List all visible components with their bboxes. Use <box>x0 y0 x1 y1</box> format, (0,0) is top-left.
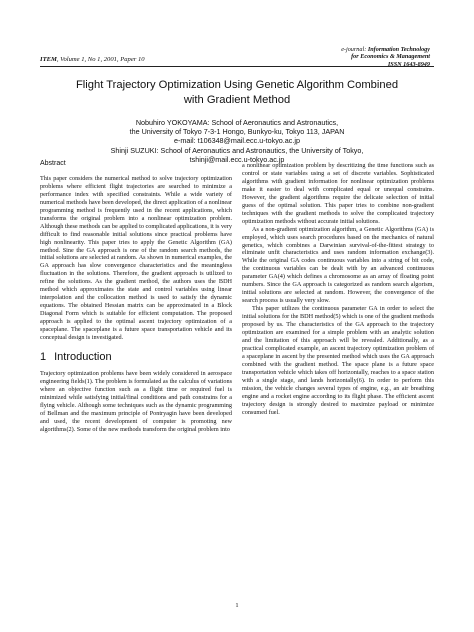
right-column <box>242 162 434 417</box>
right-paragraph-3: This paper utilizes the continuous parameter GA in order to select the initial solutions for the BDH method(5) which is one of the gradient methods proposed by us. The characteristics of the GA approach to the trajectory optimization are examined for a simple problem with an analytic solution and the limitation of this approach will be revealed. Additionally, as a practical complicated example, an ascent trajectory optimization problem of a spaceplane in ascent by the presented method which uses the GA approach combined with the gradient method. The space plane is a future space transportation vehicle which takes off horizontally, reaches to a space station with a single stage, and lands horizontally(6). In order to perform this mission, the vehicle changes several types of engine, e.g., an air breathing engine and a rocket engine according to its flight phase. The efficient ascent trajectory design is strongly desired to maximize payload or minimize consumed fuel. <box>242 305 434 416</box>
intro-paragraph: Trajectory optimization problems have been widely considered in aerospace engineering fields(1). The problem is formulated as the calculus of variations where an objective function such as a flight time or required fuel is minimized while satisfying initial/final conditions and path constrains for a flying vehicle. Although some techniques such as the dynamic programming of Bellman and the maximum principle of Pontryagin have been developed and used, the recent development of computer is promoting new algorithms(2). Some of the new methods transform the original problem into <box>40 369 232 433</box>
journal-name-line1: Information Technology <box>367 46 430 53</box>
author-line-4: Shinji SUZUKI: School of Aeronautics and Astronautics, the University of Tokyo, <box>110 145 364 155</box>
journal-name-line2: for Economics & Management <box>351 53 430 61</box>
abstract-text: This paper considers the numerical method to solve trajectory optimization problems where efficient flight trajectories are searched to minimize a performance index with specified constraints. While a wide variety of numerical methods have been developed, the direct application of a nonlinear programming method is frequently used in the recent applications, which transforms the original problem into a nonlinear optimization problem. Although these methods can be applied to complicated applications, it is very difficult to find reasonable initial solutions since practical problems have high nonlinearity. This paper tries to apply the Genetic Algorithm (GA) method. Sine the GA approach is one of the random search methods, the initial solutions are selected at random. As shown in numerical examples, the GA approach has slow convergence characteristics and the meaningless fluctuation in the solutions. Therefore, the gradient approach is utilized to refine the solutions. As the gradient method, the authors uses the BDH method which approximates the state and control variables using linear interpolation and the collocation method is used to satisfy the dynamic equations. The obtained Hessian matrix can be approximated in a Block Diagonal Form which is suitable for efficient computation. The proposed approach is applied to the optimal ascent trajectory optimization of a spaceplane. The spaceplane is a future space transportation vehicle and its conceptual design is investigated. <box>40 174 232 342</box>
issue-line <box>40 56 145 63</box>
section-heading-introduction <box>40 350 232 363</box>
author-line-5: tshinji@mail.ecc.u-tokyo.ac.jp <box>189 154 285 164</box>
section-title: Introduction <box>54 350 112 363</box>
journal-type: e-journal <box>341 46 365 53</box>
author-line-3: e-mail: t106348@mail.ecc.u-tokyo.ac.jp <box>174 136 300 146</box>
author-line-1: Nobuhiro YOKOYAMA: School of Aeronautics and Astronautics, <box>135 118 339 127</box>
title-line-1: Flight Trajectory Optimization Using Genetic Algorithm Combined <box>75 79 399 91</box>
left-column <box>40 160 232 434</box>
author-line-2: the University of Tokyo 7-3-1 Hongo, Bunkyo-ku, Tokyo 113, JAPAN <box>129 127 345 137</box>
issue-name: ITEM <box>40 56 57 63</box>
paper-title <box>40 78 434 108</box>
issue-details: , Volume 1, No 1, 2001, Paper 10 <box>56 56 145 63</box>
journal-header: e-journal: Information Technology for Economics & Management ISSN 1643-8949 <box>341 46 430 68</box>
abstract-heading: Abstract <box>40 160 66 167</box>
right-paragraph-1: a nonlinear optimization problem by descritizing the time functions such as control or state variables using a set of discrete variables. Sophisticated algorithms with gradient information for nonlinear optimization problems make it easier to deal with complicated equal or unequal constrains. However, the gradient algorithms require the delicate selection of initial guess of the optimal solution. This paper tries to combine non-gradient techniques with the gradient methods to solve the complicated trajectory optimization methods without accurate initial solutions. <box>242 162 434 225</box>
header-rule <box>40 66 434 67</box>
author-block <box>40 118 434 164</box>
journal-issn: ISSN 1643-8949 <box>387 60 430 68</box>
page-number: 1 <box>235 602 239 609</box>
section-number: 1 <box>40 350 47 363</box>
right-paragraph-2: As a non-gradient optimization algorithm, a Genetic Algorithms (GA) is employed, which uses search procedures based on the mechanics of natural genetics, which combines a Darwinian survival-of-the-fittest strategy to eliminate unfit characteristics and uses random information exchange(3). While the original GA codes continuous variables into a string of bit code, the continuous variables can be dealt with by an advanced continuous parameter GA(4) which defines a chromosome as an array of floating point numbers. Since the GA approach is categorized as random search algorism, initial solutions are selected at random. However, the convergence of the search process is usually very slow. <box>242 225 434 305</box>
title-line-2: with Gradient Method <box>183 94 291 106</box>
